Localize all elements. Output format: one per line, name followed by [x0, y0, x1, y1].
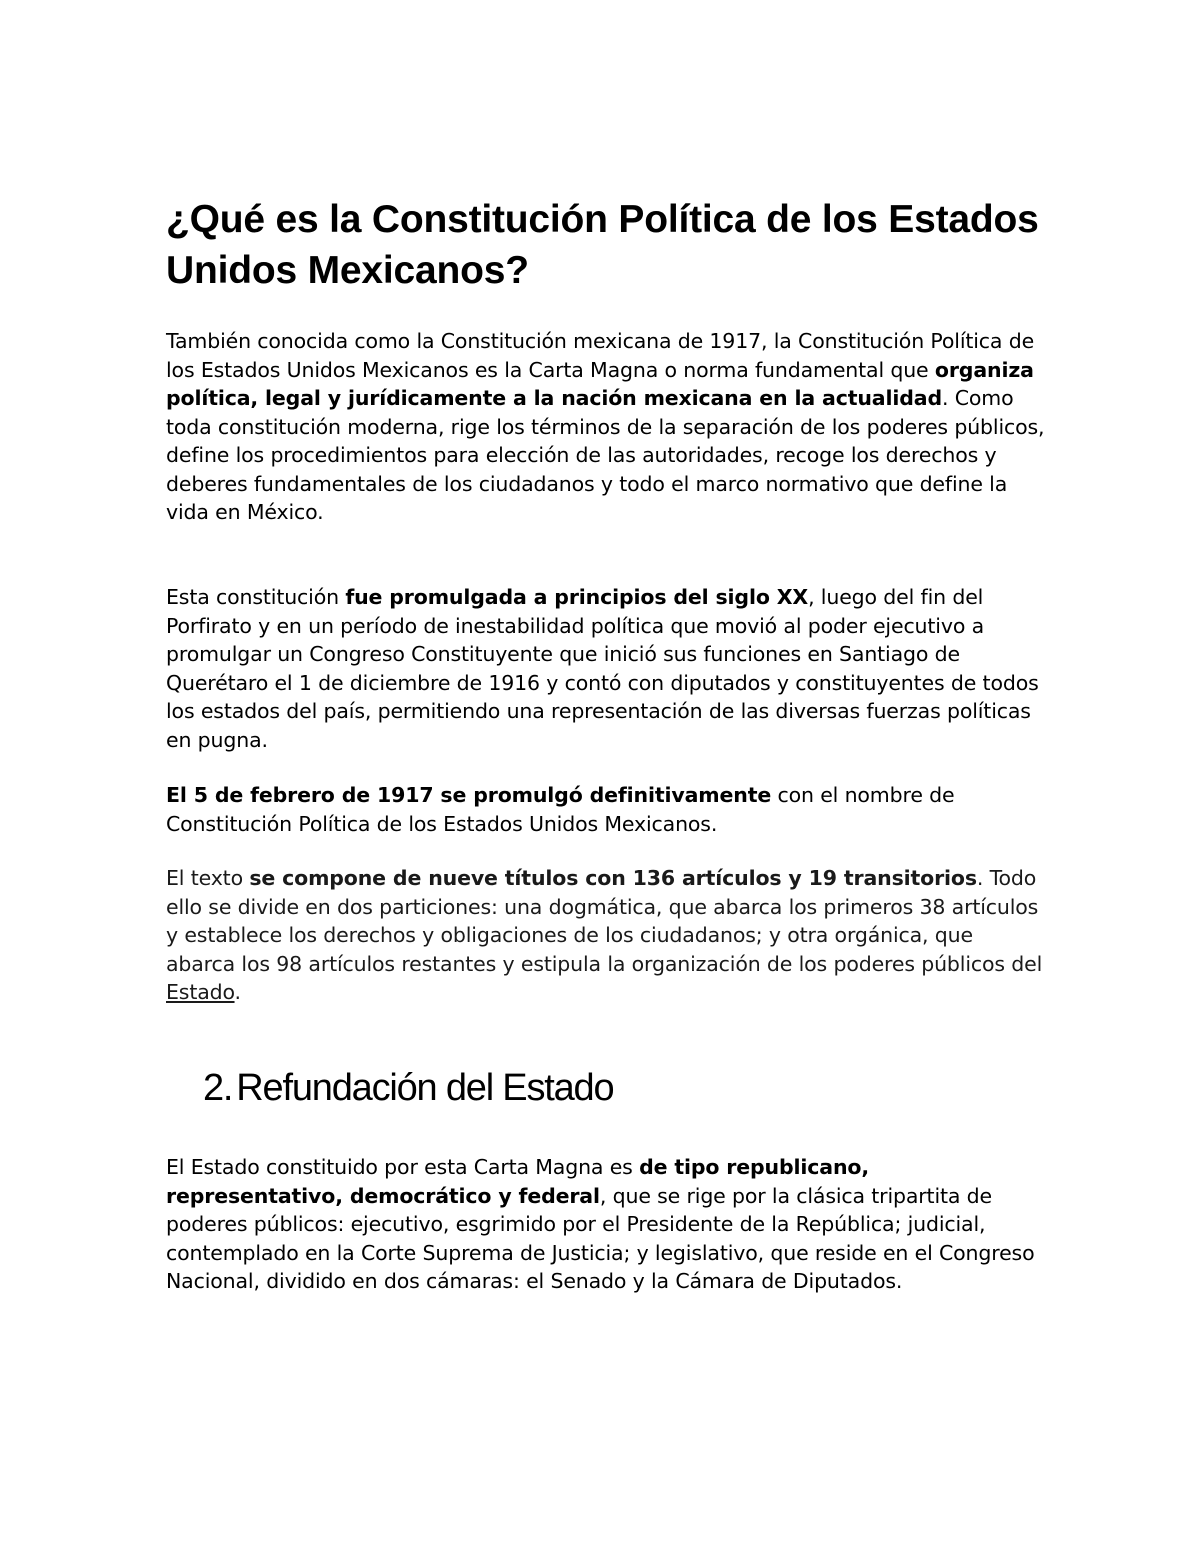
- bold-text: fue promulgada a principios del siglo XX: [345, 585, 809, 609]
- paragraph-intro: [166, 327, 1046, 527]
- paragraph-text: El Estado constituido por esta Carta Magna es: [166, 1155, 640, 1179]
- paragraph-history: [166, 583, 1046, 754]
- paragraph-structure: [166, 864, 1046, 1007]
- paragraph-text: , luego del fin del Porfirato y en un período de inestabilidad política que movió al poder ejecutivo a promulgar un Congreso Constituyente que inició sus funciones en Santiago de Querétaro el 1 de diciembre de 1916 y contó con diputados y constituyentes de todos los estados del país, permitiendo una representación de las diversas fuerzas políticas en pugna.: [166, 585, 1039, 752]
- paragraph-text: El texto: [166, 866, 250, 890]
- paragraph-text: , que se rige por la clásica tripartita de poderes públicos: ejecutivo, esgrimido por el Presidente de la República; judicial, contemplado en la Corte Suprema de Justicia; y legislativo, que reside en el Congreso Nacional, dividido en dos cámaras: el Senado y la Cámara de Diputados.: [166, 1183, 1035, 1293]
- estado-link[interactable]: Estado: [166, 980, 235, 1004]
- paragraph-text: Esta constitución: [166, 585, 346, 609]
- section-number: 2.: [203, 1067, 233, 1109]
- section-heading: [203, 1062, 613, 1114]
- bold-text: se compone de nueve títulos con 136 artículos y 19 transitorios: [249, 866, 977, 890]
- paragraph-state: [166, 1153, 1046, 1296]
- bold-text: organiza política, legal y jurídicamente a la nación mexicana en la actualidad: [166, 357, 1034, 410]
- paragraph-text: . Todo ello se divide en dos particiones: una dogmática, que abarca los primeros 38 artículos y establece los derechos y obligaciones de los ciudadanos; y otra orgánica, que abarca los 98 artículos restantes y estipula la organización de los poderes públicos del: [166, 866, 1043, 976]
- paragraph-text: .: [234, 980, 241, 1004]
- bold-text: El 5 de febrero de 1917 se promulgó definitivamente: [166, 783, 772, 807]
- section-title: Refundación del Estado: [236, 1067, 614, 1109]
- bold-text: de tipo republicano, representativo, democrático y federal: [166, 1155, 869, 1208]
- paragraph-text: con el nombre de Constitución Política de los Estados Unidos Mexicanos.: [166, 783, 955, 836]
- paragraph-promulgation: [166, 781, 1046, 838]
- paragraph-text: . Como toda constitución moderna, rige los términos de la separación de los poderes públicos, define los procedimientos para elección de las autoridades, recoge los derechos y deberes fundamentales de los ciudadanos y todo el marco normativo que define la vida en México.: [166, 386, 1045, 524]
- page-title: ¿Qué es la Constitución Política de los Estados Unidos Mexicanos?: [166, 198, 1039, 292]
- paragraph-text: También conocida como la Constitución mexicana de 1917, la Constitución Política de los Estados Unidos Mexicanos es la Carta Magna o norma fundamental que: [166, 329, 1035, 382]
